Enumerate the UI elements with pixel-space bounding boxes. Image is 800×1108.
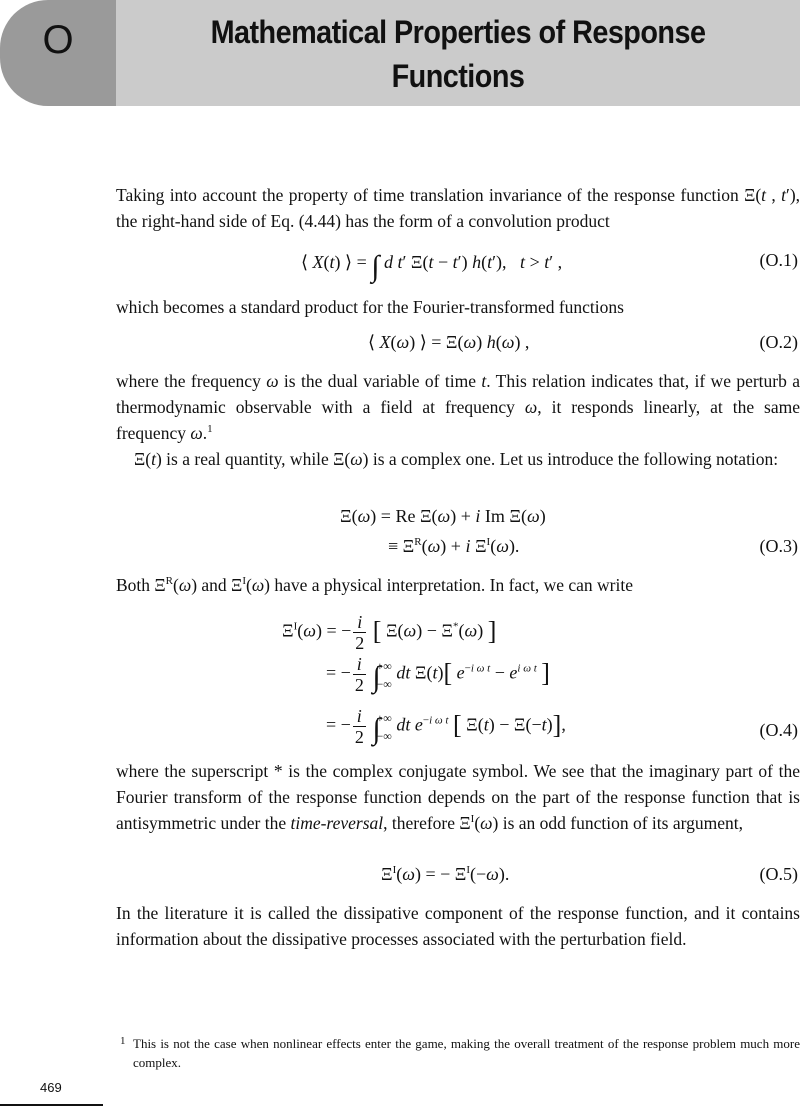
footnote-text: This is not the case when nonlinear effects enter the game, making the overall treatment of the response problem much more complex. bbox=[133, 1036, 800, 1070]
equation-o4-line-1: $\Xi^I(\omega)$ = − $\frac{i}{2}$ [ Ξ(ω) − Ξ*(ω) ] bbox=[282, 612, 497, 653]
paragraph-7: In the literature it is called the dissipative component of the response function, and it contains information about the dissipative processes associated with the perturbation field. bbox=[116, 903, 800, 949]
equation-number: (O.4) bbox=[759, 720, 798, 740]
paragraph-3: where the frequency ω is the dual variable of time t. This relation indicates that, if we perturb a thermodynamic observable with a field at frequency ω, it responds linearly, at the same frequency ω.$^1$ Ξ(t) is a real quantity, while Ξ(ω) is a complex one. Let us introduce the following notation: bbox=[116, 371, 800, 469]
page-title bbox=[150, 10, 766, 98]
equation-o4-line-2: = − $\frac{i}{2}$ ∫ +∞ −∞ dt Ξ(t)[ $e^{-i \omega t} - e^{i \omega t}$ ] bbox=[326, 654, 550, 695]
paragraph-5: Both $\Xi^R(\omega)$ and $\Xi^I(\omega)$ have a physical interpretation. In fact, we can write bbox=[116, 575, 633, 595]
title-line-1: Mathematical Properties of Response bbox=[210, 14, 706, 50]
equation-number: (O.3) bbox=[759, 536, 798, 556]
paragraph-2: which becomes a standard product for the Fourier-transformed functions bbox=[116, 297, 624, 317]
appendix-letter: O bbox=[42, 18, 74, 62]
equation-number: (O.5) bbox=[759, 864, 798, 884]
equation-o5: $\Xi^I(\omega)$ = − $\Xi^I(-\omega)$. (O.5) bbox=[381, 864, 798, 884]
equation-o1: ⟨ X(t) ⟩ = ∫ d t′ Ξ(t − t′) h(t′), t > t′ , (O.1) bbox=[301, 250, 798, 283]
paragraph-6: where the superscript * is the complex conjugate symbol. We see that the imaginary part of the Fourier transform of the response function depends on the part of the response function that is antisymmetric under the time-reversal, therefore $\Xi^I(\omega)$ is an odd function of its argument, bbox=[116, 761, 800, 833]
equation-o4-line-3: = − $\frac{i}{2}$ ∫ +∞ −∞ dt $e^{-i \omega t}$ [ Ξ(t) − Ξ(−t)], (O.4) bbox=[326, 706, 798, 747]
equation-o3-line-2: ≡ $\Xi^R(\omega) + i$ $\Xi^I(\omega)$. (O.3) bbox=[388, 536, 798, 556]
footnote-marker: 1 bbox=[120, 1035, 126, 1047]
equation-number: (O.1) bbox=[759, 250, 798, 270]
page-number: 469 bbox=[40, 1080, 62, 1095]
footnote bbox=[116, 1034, 800, 1072]
title-line-2: Functions bbox=[391, 58, 525, 94]
footnote-ref: 1 bbox=[207, 423, 213, 435]
equation-o2: ⟨ X(ω) ⟩ = Ξ(ω) h(ω) , (O.2) bbox=[368, 332, 798, 352]
equation-number: (O.2) bbox=[759, 332, 798, 352]
equation-o3-line-1: Ξ(ω) = Re Ξ(ω) + i Im Ξ(ω) bbox=[340, 506, 546, 526]
paragraph-1: Taking into account the property of time translation invariance of the response function Ξ(t , t′), the right-hand side of Eq. (4.44) has the form of a convolution product bbox=[116, 185, 800, 231]
page-number-rule bbox=[0, 1104, 103, 1106]
